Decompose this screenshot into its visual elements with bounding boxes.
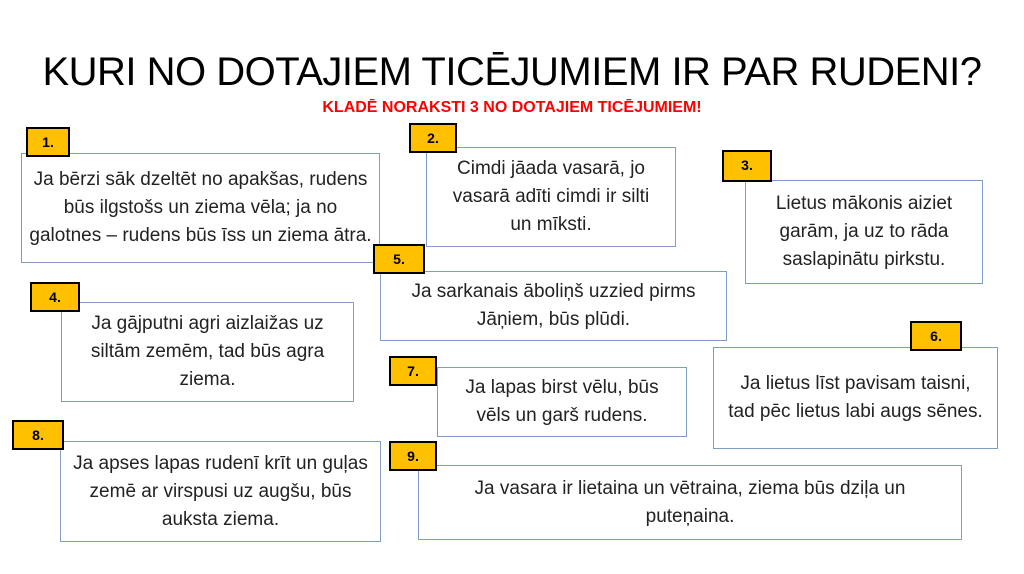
belief-number-9: 9. [389,441,437,471]
belief-text-1: Ja bērzi sāk dzeltēt no apakšas, rudens būs ilgstošs un ziema vēla; ja no galotnes – rudens būs īss un ziema ātra. [29,169,372,246]
belief-text-9: Ja vasara ir lietaina un vētraina, ziema būs dziļa un puteņaina. [474,477,906,527]
belief-text-7: Ja lapas birst vēlu, būs vēls un garš rudens. [465,377,659,426]
page-title: KURI NO DOTAJIEM TICĒJUMIEM IR PAR RUDENI? [42,50,982,94]
belief-text-8: Ja apses lapas rudenī krīt un guļas zemē ar virspusi uz augšu, būs auksta ziema. [73,452,368,530]
belief-number-7: 7. [389,356,437,386]
belief-card-5 [380,271,727,341]
belief-text-5: Ja sarkanais āboliņš uzzied pirms Jāņiem, būs plūdi. [411,281,696,330]
belief-text-2: Cimdi jāada vasarā, jo vasarā adīti cimdi ir silti un mīksti. [452,158,650,235]
belief-number-1: 1. [26,127,70,157]
belief-number-6: 6. [910,321,962,351]
belief-card-7 [437,367,687,437]
belief-card-9 [418,465,962,540]
belief-number-3: 3. [722,150,772,182]
belief-card-4 [61,302,354,402]
belief-number-8: 8. [12,420,64,450]
belief-text-4: Ja gājputni agri aizlaižas uz siltām zemēm, tad būs agra ziema. [90,313,325,390]
belief-card-3 [745,180,983,284]
belief-card-1 [21,153,380,263]
belief-text-3: Lietus mākonis aiziet garām, ja uz to rāda saslapinātu pirkstu. [775,193,953,270]
belief-number-5: 5. [373,244,425,274]
belief-text-6: Ja lietus līst pavisam taisni, tad pēc lietus labi augs sēnes. [728,373,983,422]
belief-card-8 [60,441,381,542]
page-subtitle: KLADĒ NORAKSTI 3 NO DOTAJIEM TICĒJUMIEM! [322,99,702,116]
belief-card-6 [713,347,998,449]
belief-card-2 [426,147,676,247]
belief-number-2: 2. [409,123,457,153]
belief-number-4: 4. [30,282,80,312]
